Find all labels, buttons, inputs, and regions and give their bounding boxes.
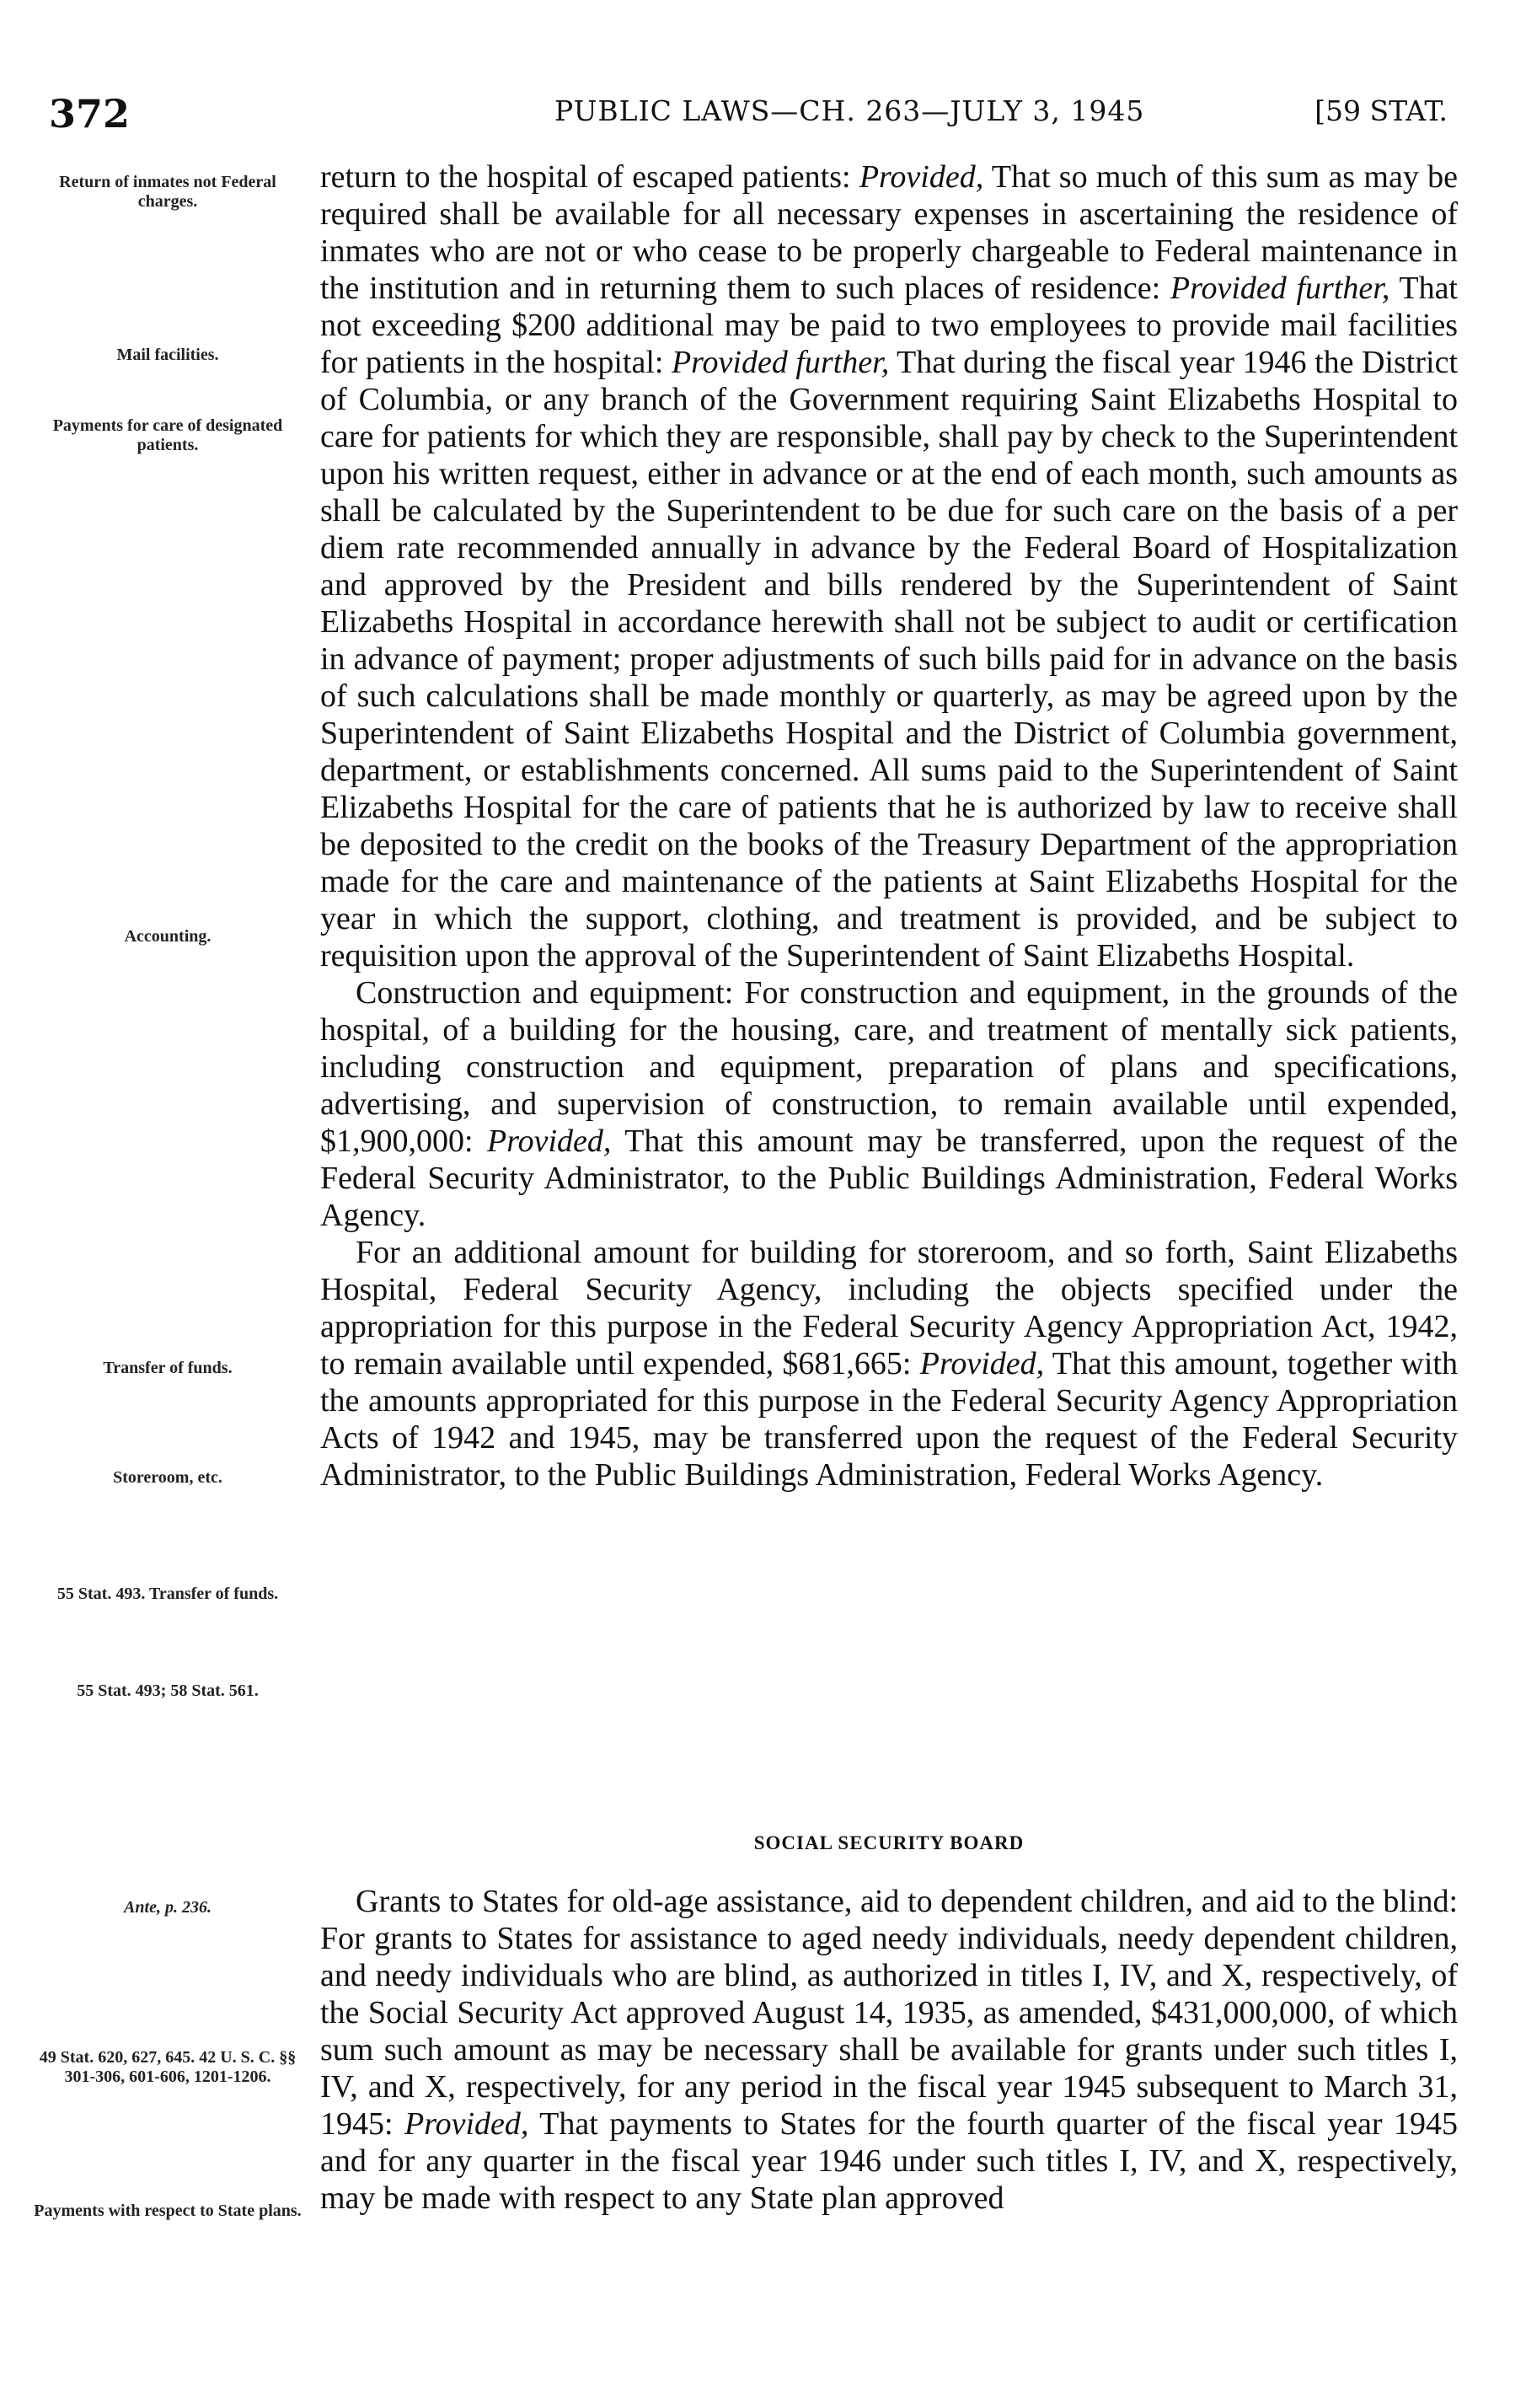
margin-note-accounting: Accounting.	[124, 927, 211, 946]
margin-note-49-stat: 49 Stat. 620, 627, 645. 42 U. S. C. §§ 301-306, 601-606, 1201-1206.	[39, 2048, 297, 2086]
page-number: 372	[49, 91, 131, 137]
paragraph-storeroom: For an additional amount for building for storeroom, and so forth, Saint Elizabeths Hospital, Federal Security Agency, including the objects specified under the appropriation for this purpose in the Federal Security Agency Appropriation Act, 1942, to remain available until expended, $681,665: Provided, That this amount, together with the amounts appropriated for this purpose in the Federal Security Agency Appropriation Acts of 1942 and 1945, may be transferred upon the request of the Federal Security Administrator, to the Public Buildings Administration, Federal Works Agency.	[320, 1235, 1458, 1493]
margin-note-payments-designated: Payments for care of designated patients.	[52, 416, 283, 454]
section-heading-social-security-board: SOCIAL SECURITY BOARD	[753, 1832, 1025, 1853]
margin-note-stat-493-561: 55 Stat. 493; 58 Stat. 561.	[77, 1681, 259, 1700]
body-text-upper	[320, 158, 1458, 1494]
margin-note-return-of-inmates: Return of inmates not Federal charges.	[59, 173, 276, 211]
margin-note-payments-state-plans: Payments with respect to State plans.	[34, 2202, 302, 2220]
page-header	[49, 91, 1448, 137]
margin-note-storeroom: Storeroom, etc.	[113, 1468, 222, 1487]
body-text-lower	[320, 1883, 1458, 2217]
margin-note-mail-facilities: Mail facilities.	[116, 346, 219, 364]
margin-note-ante: Ante, p. 236.	[124, 1898, 211, 1917]
margin-note-transfer-of-funds: Transfer of funds.	[103, 1359, 233, 1377]
margin-note-stat-493-transfer: 55 Stat. 493. Transfer of funds.	[56, 1585, 279, 1603]
paragraph-construction: Construction and equipment: For construction and equipment, in the grounds of the hospital, of a building for the housing, care, and treatment of mentally sick patients, including construction and equipment, preparation of plans and specifications, advertising, and supervision of construction, to remain available until expended, $1,900,000: Provided, That this amount may be transferred, upon the request of the Federal Security Administrator, to the Public Buildings Administration, Federal Works Agency.	[320, 975, 1458, 1233]
paragraph-grants-to-states: Grants to States for old-age assistance, aid to dependent children, and aid to the blind: For grants to States for assistance to aged needy individuals, needy dependent children, and needy individuals who are blind, as authorized in titles I, IV, and X, respectively, of the Social Security Act approved August 14, 1935, as amended, $431,000,000, of which sum such amount as may be necessary shall be available for grants under such titles I, IV, and X, respectively, for any period in the fiscal year 1945 subsequent to March 31, 1945: Provided, That payments to States for the fourth quarter of the fiscal year 1945 and for any quarter in the fiscal year 1946 under such titles I, IV, and X, respectively, may be made with respect to any State plan approved	[320, 1884, 1458, 2216]
running-title: PUBLIC LAWS—CH. 263—JULY 3, 1945	[554, 94, 1145, 127]
paragraph-escaped-patients: return to the hospital of escaped patients: Provided, That so much of this sum as may be required shall be available for all necessary expenses in ascertaining the residence of inmates who are not or who cease to be properly chargeable to Federal maintenance in the institution and in returning them to such places of residence: Provided further, That not exceeding $200 additional may be paid to two employees to provide mail facilities for patients in the hospital: Provided further, That during the fiscal year 1946 the District of Columbia, or any branch of the Government requiring Saint Elizabeths Hospital to care for patients for which they are responsible, shall pay by check to the Superintendent upon his written request, either in advance or at the end of each month, such amounts as shall be calculated by the Superintendent to be due for such care on the basis of a per diem rate recommended annually in advance by the Federal Board of Hospitalization and approved by the President and bills rendered by the Superintendent of Saint Elizabeths Hospital in accordance herewith shall not be subject to audit or certification in advance of payment; proper adjustments of such bills paid for in advance on the basis of such calculations shall be made monthly or quarterly, as may be agreed upon by the Superintendent of Saint Elizabeths Hospital and the District of Columbia government, department, or establishments concerned. All sums paid to the Superintendent of Saint Elizabeths Hospital for the care of patients that he is authorized by law to receive shall be deposited to the credit on the books of the Treasury Department of the appropriation made for the care and maintenance of the patients at Saint Elizabeths Hospital for the year in which the support, clothing, and treatment is provided, and be subject to requisition upon the approval of the Superintendent of Saint Elizabeths Hospital.	[320, 159, 1458, 973]
statute-reference: [59 STAT.	[1315, 94, 1448, 127]
